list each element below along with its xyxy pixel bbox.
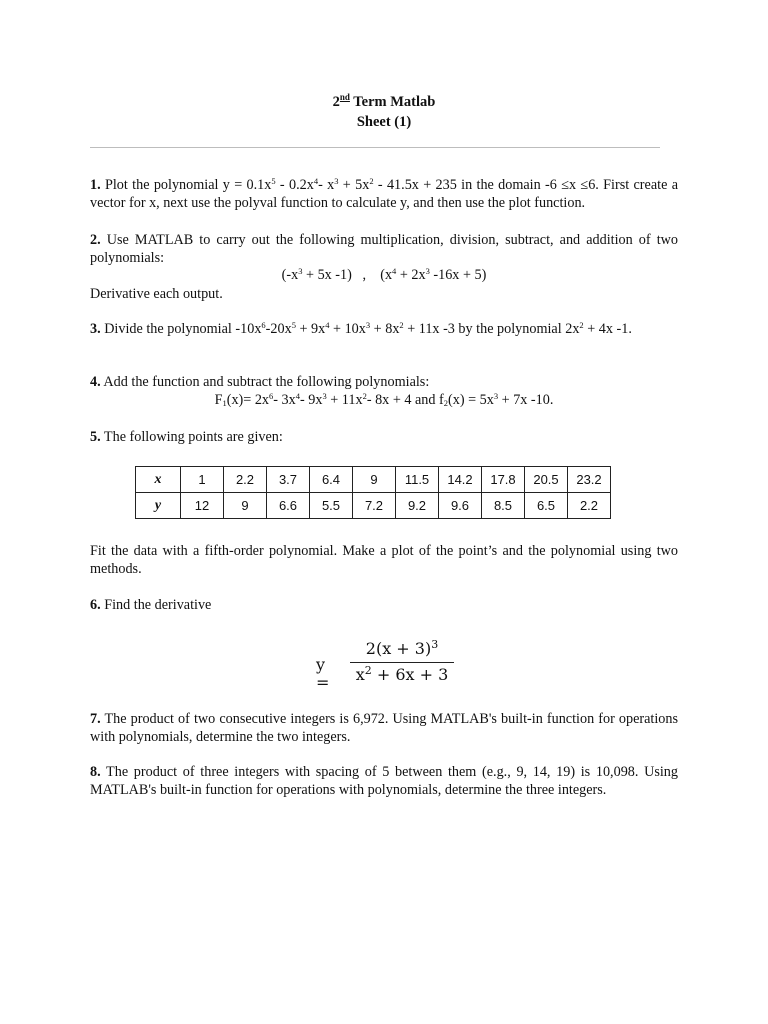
text-run: + 9x [295, 321, 326, 337]
equation-fraction [350, 636, 454, 687]
question-5 [90, 428, 678, 446]
question-4-functions [90, 391, 678, 409]
exponent: 3 [365, 320, 371, 330]
exponent: 4 [325, 320, 330, 330]
text-run: - 8x + 4 and f [366, 392, 444, 408]
exponent: 6 [269, 391, 274, 401]
text-run: + 4x -1. [583, 321, 632, 337]
question-number: 1. [90, 177, 101, 193]
table-cell: 17.8 [482, 467, 525, 493]
question-4 [90, 373, 678, 391]
header-divider [90, 147, 660, 148]
text-run: F [214, 392, 223, 408]
text-run: x [355, 665, 365, 684]
table-cell: 6.5 [525, 493, 568, 519]
question-number: 6. [90, 597, 101, 613]
question-6 [90, 596, 678, 614]
table-cell: 2.2 [224, 467, 267, 493]
exponent: 3 [334, 176, 339, 186]
exponent: 2 [369, 176, 374, 186]
question-number: 3. [90, 321, 101, 337]
text-run: - 0.2x [275, 177, 314, 193]
text-run: + 5x -1) [302, 267, 352, 283]
table-cell: 2.2 [568, 493, 611, 519]
exponent: 2 [362, 391, 367, 401]
text-run: 2(x + 3) [365, 639, 432, 658]
title-text: Term Matlab [349, 94, 436, 110]
text-run: -16x + 5) [429, 267, 487, 283]
table-row-x [136, 467, 611, 493]
data-points-table [135, 466, 611, 519]
document-title [0, 92, 768, 112]
text-run: - 9x [299, 392, 323, 408]
exponent: 4 [313, 176, 319, 186]
question-text: The product of two consecutive integers is 6,972. Using MATLAB's built-in function for operations with polynomials, determine the two integers. [90, 711, 678, 745]
table-cell: 9 [224, 493, 267, 519]
exponent: 3 [431, 638, 439, 651]
text-run: + 5x [338, 177, 370, 193]
exponent: 3 [322, 391, 327, 401]
exponent: 5 [271, 176, 276, 186]
question-text: Add the function and subtract the following polynomials: [100, 374, 430, 390]
text-run: + 8x [370, 321, 400, 337]
question-text: Find the derivative [100, 597, 212, 613]
question-number: 5. [90, 429, 101, 445]
text-run: + 6x + 3 [371, 665, 449, 684]
question-number: 2. [90, 232, 101, 248]
question-7 [90, 710, 678, 746]
question-1 [90, 176, 678, 212]
exponent: 4 [392, 266, 397, 276]
table-cell: 20.5 [525, 467, 568, 493]
document-subtitle: Sheet (1) [356, 114, 412, 130]
exponent: 5 [291, 320, 296, 330]
text-run: - 3x [273, 392, 296, 408]
question-2 [90, 231, 678, 267]
text-run: -20x [265, 321, 292, 337]
table-cell: 8.5 [482, 493, 525, 519]
table-cell: 1 [181, 467, 224, 493]
equation-lhs: y = [316, 655, 330, 692]
exponent: 2 [364, 664, 372, 677]
equation-denominator [350, 663, 454, 687]
table-cell: 7.2 [353, 493, 396, 519]
exponent: 4 [295, 391, 300, 401]
exponent: 2 [399, 320, 404, 330]
table-cell: 9.2 [396, 493, 439, 519]
question-8 [90, 763, 678, 799]
question-number: 8. [90, 764, 101, 780]
text-run: - x [318, 177, 335, 193]
text-run: + 11x [326, 392, 363, 408]
text-run: - 41.5x + 235 in the domain -6 ≤x ≤6. First create a vector for x, next use the polyval function to calculate y, and then use the plot function. [90, 177, 678, 211]
table-cell: 12 [181, 493, 224, 519]
table-cell: 5.5 [310, 493, 353, 519]
table-cell: 23.2 [568, 467, 611, 493]
row-header-y: y [136, 493, 181, 519]
question-5-instructions: Fit the data with a fifth-order polynomial. Make a plot of the point’s and the polynomial using two methods. [90, 543, 678, 577]
text-run: (-x [281, 267, 299, 283]
exponent: 3 [298, 266, 303, 276]
table-cell: 14.2 [439, 467, 482, 493]
question-text: The product of three integers with spacing of 5 between them (e.g., 9, 14, 19) is 10,098. Using MATLAB's built-in function for operations with polynomials, determine the three integers. [90, 764, 678, 798]
exponent: 2 [579, 320, 584, 330]
table-cell: 3.7 [267, 467, 310, 493]
question-number: 4. [90, 374, 101, 390]
subscript: 2 [443, 398, 449, 408]
question-text: The following points are given: [100, 429, 283, 445]
equation-numerator [350, 636, 454, 662]
text-run: + 10x [329, 321, 366, 337]
table-cell: 9 [353, 467, 396, 493]
separator: , [351, 267, 381, 283]
table-cell: 11.5 [396, 467, 439, 493]
text-run: + 11x -3 by the polynomial 2x [403, 321, 580, 337]
text-run: + 2x [396, 267, 426, 283]
table-row-y [136, 493, 611, 519]
question-number: 7. [90, 711, 101, 727]
table-cell: 6.6 [267, 493, 310, 519]
title-superscript: nd [339, 92, 350, 102]
text-run: (x)= 2x [226, 392, 270, 408]
exponent: 3 [493, 391, 499, 401]
subscript: 1 [222, 398, 227, 408]
text-run: + 7x -10. [498, 392, 554, 408]
question-2-polynomials [90, 266, 678, 284]
table-cell: 9.6 [439, 493, 482, 519]
exponent: 3 [425, 266, 430, 276]
question-text: Use MATLAB to carry out the following multiplication, division, subtract, and addition of two polynomials: [90, 232, 678, 266]
document-header [0, 92, 768, 132]
question-2-tail: Derivative each output. [90, 286, 223, 302]
text-run: Plot the polynomial y = 0.1x [100, 177, 272, 193]
row-header-x: x [136, 467, 181, 493]
exponent: 6 [261, 320, 266, 330]
text-run: (x) = 5x [448, 392, 494, 408]
text-run: Divide the polynomial -10x [100, 321, 262, 337]
title-number: 2 [332, 94, 340, 110]
text-run: (x [380, 267, 393, 283]
table-cell: 6.4 [310, 467, 353, 493]
question-3 [90, 320, 678, 338]
